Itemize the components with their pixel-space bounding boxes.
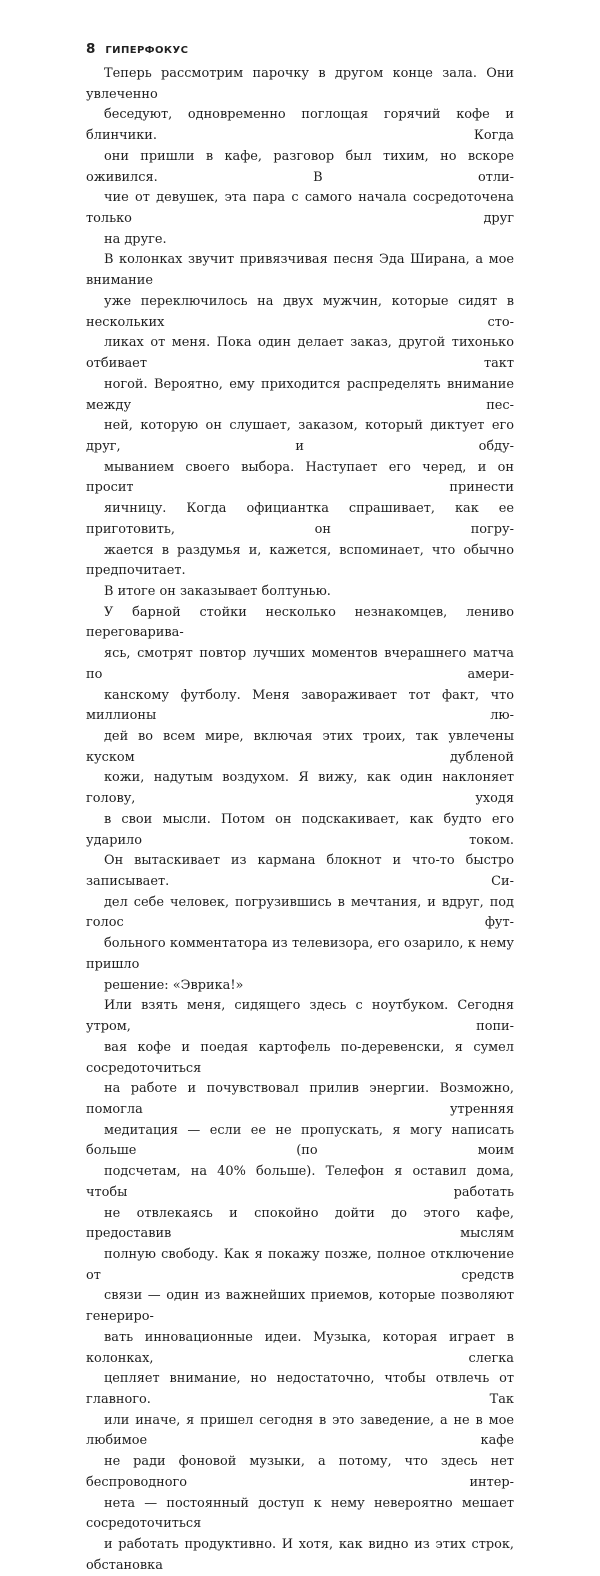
text-line: нета — постоянный доступ к нему невероятно мешает сосредоточиться [86,1495,514,1532]
text-line: в свои мысли. Потом он подскакивает, как будто его ударило током. [86,811,514,848]
text-line: Или взять меня, сидящего здесь с ноутбуком. Сегодня утром, попи- [86,998,514,1035]
text-line: не ради фоновой музыки, а потому, что здесь нет беспроводного интер- [86,1454,514,1490]
paragraph [86,996,514,1576]
text-line: медитация — если ее не пропускать, я могу написать больше (по моим [86,1122,514,1159]
text-line: ясь, смотрят повтор лучших моментов вчерашнего матча по амери- [86,646,514,682]
text-line: яичницу. Когда официантка спрашивает, как ее приготовить, он погру- [86,501,514,537]
text-line: канскому футболу. Меня завораживает тот факт, что миллионы лю- [86,687,514,724]
text-line: кожи, надутым воздухом. Я вижу, как один наклоняет голову, уходя [86,770,514,807]
text-line: цепляет внимание, но недостаточно, чтобы отвлечь от главного. Так [86,1371,514,1407]
page-number: 8 [86,41,96,57]
text-line: ногой. Вероятно, ему приходится распределять внимание между пес- [86,376,514,413]
text-line: Он вытаскивает из кармана блокнот и что-то быстро записывает. Си- [86,853,514,890]
text-line: больного комментатора из телевизора, его озарило, к нему пришло [86,936,514,972]
text-line: не отвлекаясь и спокойно дойти до этого кафе, предоставив мыслям [86,1205,514,1242]
text-line: полную свободу. Как я покажу позже, полное отключение от средств [86,1246,514,1283]
text-line: на работе и почувствовал прилив энергии. Возможно, помогла утренняя [86,1081,514,1117]
text-line: связи — один из важнейших приемов, которые позволяют генериро- [86,1288,514,1325]
text-line: жается в раздумья и, кажется, вспоминает, что обычно предпочитает. [86,542,514,579]
text-line: уже переключилось на двух мужчин, которые сидят в нескольких сто- [86,293,514,330]
text-line: В итоге он заказывает болтунью. [104,583,331,599]
text-line: мыванием своего выбора. Наступает его черед, и он просит принести [86,459,514,496]
text-line: У барной стойки несколько незнакомцев, лениво переговарива- [86,604,514,641]
text-line: чие от девушек, эта пара с самого начала сосредоточена только друг [86,190,514,227]
body-text [86,64,514,1576]
paragraph [86,64,514,250]
book-title: ГИПЕРФОКУС [105,45,189,56]
text-line: дей во всем мире, включая этих троих, так увлечены куском дубленой [86,729,514,765]
text-line: В колонках звучит привязчивая песня Эда Ширана, а мое внимание [86,252,514,289]
text-line: они пришли в кафе, разговор был тихим, но вскоре оживился. В отли- [86,148,514,185]
text-line: подсчетам, на 40% больше). Телефон я оставил дома, чтобы работать [86,1164,514,1200]
paragraph [86,250,514,602]
text-line: и работать продуктивно. И хотя, как видно из этих строк, обстановка [86,1537,514,1573]
paragraph [86,603,514,997]
text-line: беседуют, одновременно поглощая горячий кофе и блинчики. Когда [86,107,514,144]
text-line: ней, которую он слушает, заказом, который диктует его друг, и обду- [86,418,514,454]
text-line: на друге. [104,231,167,247]
text-line: вать инновационные идеи. Музыка, которая играет в колонках, слегка [86,1329,514,1366]
text-line: Теперь рассмотрим парочку в другом конце зала. Они увлеченно [86,66,514,102]
text-line: дел себе человек, погрузившись в мечтания, и вдруг, под голос фут- [86,894,514,931]
running-head [86,41,188,57]
text-line: или иначе, я пришел сегодня в это заведение, а не в мое любимое кафе [86,1412,514,1449]
text-line: ликах от меня. Пока один делает заказ, другой тихонько отбивает такт [86,335,514,372]
text-line: решение: «Эврика!» [104,977,244,993]
text-line: вая кофе и поедая картофель по-деревенски, я сумел сосредоточиться [86,1039,514,1076]
